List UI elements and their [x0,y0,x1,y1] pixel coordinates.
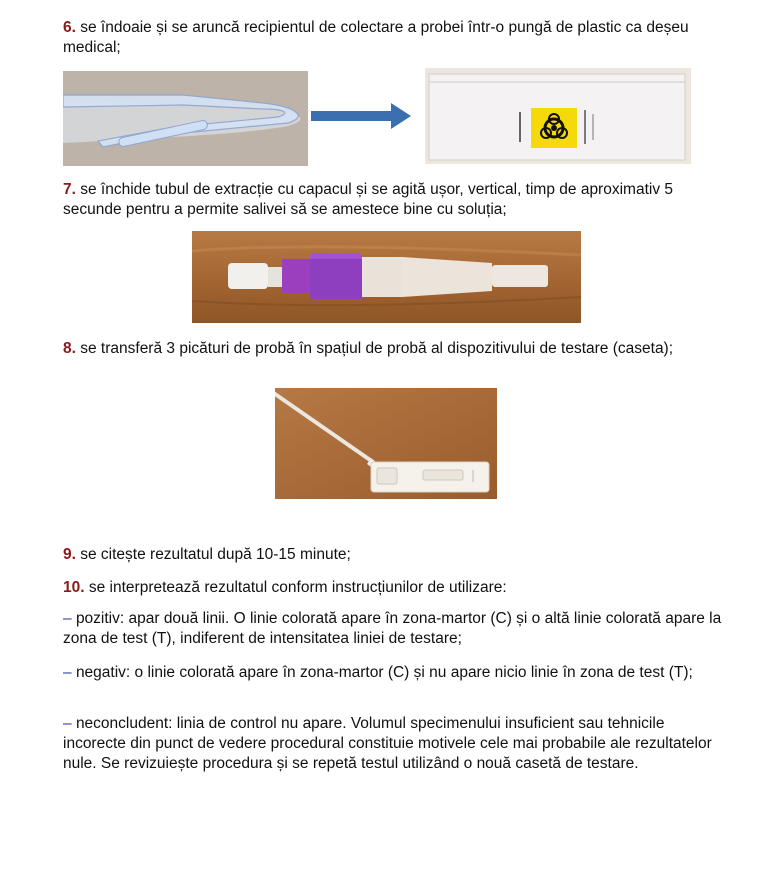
biohazard-bag-photo [425,68,691,164]
step-number: 8. [63,340,76,357]
step-number: 9. [63,546,76,563]
result-text: pozitiv: apar două linii. O linie colorată apare în zona-martor (C) și o altă linie colorată apare la zona de test (T), indiferent de intensitatea liniei de testare; [63,610,722,647]
step-9 [63,545,723,565]
arrow-right-icon [311,103,411,129]
result-positive [63,609,723,649]
step-text: se citește rezultatul după 10-15 minute; [80,546,351,563]
biohazard-bag-illustration [425,68,691,164]
result-negative [63,663,723,683]
step-6 [63,18,723,58]
step-10 [63,578,723,598]
result-text: negativ: o linie colorată apare în zona-martor (C) și nu apare nicio linie în zona de test (T); [75,664,693,681]
test-cassette-illustration [275,388,497,499]
extraction-tube-photo [192,231,581,323]
step-text: se transferă 3 picături de probă în spațiul de probă al dispozitivului de testare (caseta); [80,340,674,357]
dash-marker: – [63,610,72,627]
step-number: 7. [63,181,76,198]
dash-marker: – [63,715,72,732]
step-text: se închide tubul de extracție cu capacul și se agită ușor, vertical, timp de aproximativ 5 secunde pentru a permite salivei să se amestece bine cu soluția; [63,181,673,218]
step-8 [63,339,723,359]
collector-photo [63,71,308,166]
step-7 [63,180,723,220]
collector-illustration [63,71,308,166]
step-number: 6. [63,19,76,36]
extraction-tube-illustration [192,231,581,323]
step-text: se interpretează rezultatul conform instrucțiunilor de utilizare: [88,579,507,596]
test-cassette-photo [275,388,497,499]
result-text: neconcludent: linia de control nu apare. Volumul specimenului insuficient sau tehnicile incorecte din punct de vedere procedural constituie motivele cele mai probabile ale rezultatelor nule. Se revizuiește procedura și se repetă testul utilizând o nouă casetă de testare. [63,715,712,772]
dash-marker: – [63,664,72,681]
step-number: 10. [63,579,85,596]
result-inconclusive [63,714,723,774]
step-text: se îndoaie și se aruncă recipientul de colectare a probei într-o pungă de plastic ca deșeu medical; [63,19,689,56]
